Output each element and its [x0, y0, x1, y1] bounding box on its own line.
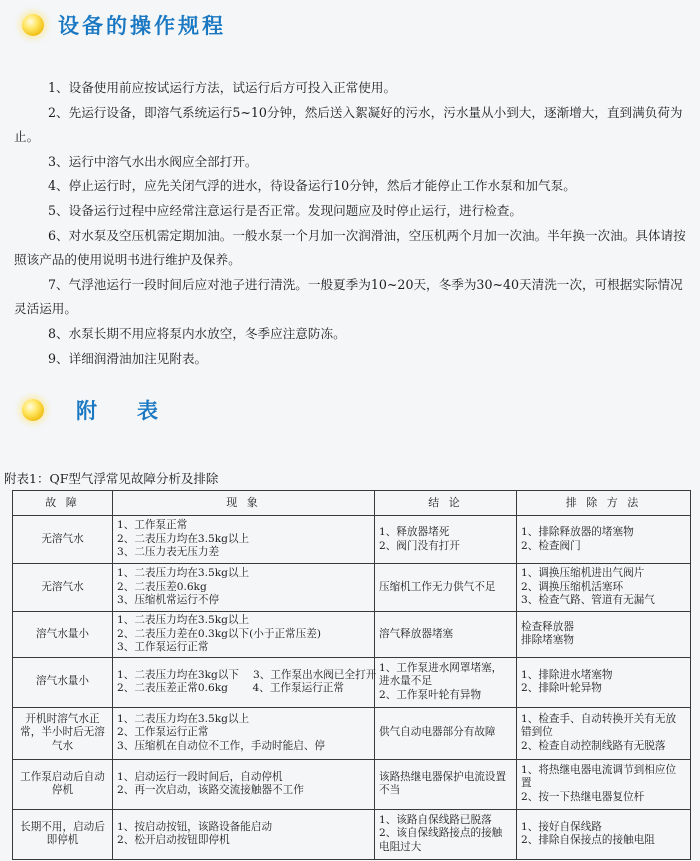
- remedy-line: 2、调换压缩机活塞环: [521, 580, 624, 593]
- symptom-line: 1、二表压力均在3kg以下 3、工作泵出水阀已全打开: [117, 668, 377, 681]
- header-conclusion: 结 论: [375, 491, 517, 516]
- symptom-cell: [113, 759, 375, 809]
- symptom-line: 1、工作泵正常: [117, 519, 188, 532]
- table-row: [13, 516, 691, 564]
- symptom-line: 2、二表压力均在3.5kg以上: [117, 532, 250, 545]
- fault-cell: 无溶气水: [13, 564, 113, 612]
- table-row: [13, 657, 691, 707]
- conclusion-line: 2、该自保线路接点的接触电阻过大: [379, 827, 503, 853]
- section-title: 设备的操作规程: [58, 14, 226, 38]
- symptom-cell: [113, 809, 375, 859]
- symptom-cell: [113, 707, 375, 759]
- remedy-line: 2、检查阀门: [521, 539, 581, 552]
- symptom-cell: [113, 657, 375, 707]
- conclusion-line: 1、工作泵进水网罩堵塞，进水量不足: [379, 661, 503, 688]
- symptom-line: 1、按启动按钮，该路设备能启动: [117, 820, 273, 833]
- remedy-line: 1、调换压缩机进出气阀片: [521, 567, 645, 580]
- conclusion-cell: [375, 707, 517, 759]
- remedy-line: 2、按一下热继电器复位杆: [521, 790, 645, 803]
- fault-cell: 溶气水量小: [13, 657, 113, 707]
- conclusion-line: 1、该路自保线路已脱落: [379, 813, 492, 826]
- section-title: 附表: [76, 399, 198, 423]
- step-item: 1、设备使用前应按试运行方法，试运行后方可投入正常使用。: [48, 80, 397, 95]
- step-item: 3、运行中溶气水出水阀应全部打开。: [48, 153, 258, 169]
- conclusion-line: 2、阀门没有打开: [379, 539, 460, 552]
- table-caption: 附表1：QF型气浮常见故障分析及排除: [4, 471, 219, 486]
- header-symptom: 现 象: [113, 491, 375, 516]
- remedy-cell: [517, 759, 691, 809]
- conclusion-line: 供气自动电器部分有故障: [379, 726, 496, 739]
- step-item: 4、停止运行时，应先关闭气浮的进水，待设备运行10分钟，然后才能停止工作水泵和加气泵。: [48, 178, 576, 194]
- remedy-line: 检查释放器: [521, 620, 574, 633]
- step-item: 5、设备运行过程中应经常注意运行是否正常。发现问题应及时停止运行，进行检查。: [48, 202, 522, 218]
- remedy-line: 1、排除进水堵塞物: [521, 668, 613, 681]
- symptom-line: 2、再一次启动，该路交流接触器不工作: [117, 784, 304, 796]
- conclusion-cell: [375, 657, 517, 707]
- symptom-line: 3、工作泵运行正常: [117, 641, 209, 653]
- symptom-line: 3、压缩机常运行不停: [117, 594, 220, 607]
- step-item: 7、气浮池运行一段时间后应对池子进行清洗。一般夏季为10~20天，冬季为30~40天清洗一次，可根据实际情况灵活运用。: [14, 276, 683, 317]
- fault-cell: 溶气水量小: [13, 612, 113, 658]
- symptom-cell: [113, 564, 375, 612]
- conclusion-cell: [375, 809, 517, 859]
- remedy-line: 排除堵塞物: [521, 634, 574, 647]
- section-header-appendix: [22, 393, 198, 427]
- conclusion-cell: [375, 516, 517, 564]
- remedy-line: 1、检查手、自动转换开关有无放错到位: [521, 712, 677, 739]
- step-item: 2、先运行设备，即溶气系统运行5~10分钟，然后送入絮凝好的污水，污水量从小到大，逐渐增大，直到满负荷为止。: [14, 104, 683, 145]
- symptom-line: 3、压缩机在自动位不工作，手动时能启、停: [117, 739, 326, 752]
- conclusion-cell: [375, 759, 517, 809]
- fault-cell: 工作泵启动后自动停机: [13, 759, 113, 809]
- conclusion-cell: [375, 564, 517, 612]
- remedy-cell: [517, 707, 691, 759]
- symptom-line: 1、二表压力均在3.5kg以上: [117, 712, 250, 725]
- symptom-line: 2、二表压力差在0.3kg以下(小于正常压差): [117, 627, 321, 640]
- section-header-operation: [22, 8, 226, 42]
- fault-cell: 开机时溶气水正常，半小时后无溶气水: [13, 707, 113, 759]
- symptom-cell: [113, 516, 375, 564]
- table-header-row: [13, 491, 691, 516]
- remedy-line: 1、将热继电器电流调节到相应位置: [521, 763, 677, 790]
- symptom-line: 1、二表压力均在3.5kg以上: [117, 614, 250, 626]
- conclusion-line: 溶气释放器堵塞: [379, 627, 454, 640]
- remedy-cell: [517, 809, 691, 859]
- symptom-line: 2、二表压差正常0.6kg 4、工作泵运行正常: [117, 682, 344, 694]
- conclusion-line: 2、工作泵叶轮有异物: [379, 688, 482, 701]
- fault-cell: 长期不用，启动后即停机: [13, 809, 113, 859]
- symptom-line: 2、工作泵运行正常: [117, 726, 209, 739]
- bullet-ball-icon: [22, 399, 44, 421]
- remedy-cell: [517, 516, 691, 564]
- symptom-line: 2、松开启动按钮即停机: [117, 834, 230, 846]
- step-item: 8、水泵长期不用应将泵内水放空，冬季应注意防冻。: [48, 325, 346, 341]
- symptom-line: 1、二表压力均在3.5kg以上: [117, 567, 250, 580]
- header-fault: 故 障: [13, 491, 113, 516]
- remedy-line: 1、排除释放器的堵塞物: [521, 526, 634, 538]
- step-item: 9、详细润滑油加注见附表。: [48, 350, 208, 366]
- table-row: [13, 564, 691, 612]
- remedy-line: 3、检查气路、管道有无漏气: [521, 594, 655, 607]
- fault-cell: 无溶气水: [13, 516, 113, 564]
- remedy-cell: [517, 657, 691, 707]
- symptom-line: 3、二压力表无压力差: [117, 546, 220, 559]
- remedy-line: 2、排除自保接点的接触电阻: [521, 834, 655, 846]
- conclusion-line: 压缩机工作无力供气不足: [379, 580, 496, 593]
- conclusion-line: 该路热继电器保护电流设置不当: [379, 770, 507, 796]
- symptom-line: 1、启动运行一段时间后，自动停机: [117, 770, 283, 783]
- remedy-line: 1、接好自保线路: [521, 820, 602, 833]
- table-row: [13, 809, 691, 859]
- conclusion-cell: [375, 612, 517, 658]
- conclusion-line: 1、释放器堵死: [379, 526, 450, 538]
- bullet-ball-icon: [22, 14, 44, 36]
- step-item: 6、对水泵及空压机需定期加油。一般水泵一个月加一次润滑油，空压机两个月加一次油。半年换一次油。具体请按照该产品的使用说明书进行维护及保养。: [14, 227, 686, 268]
- fault-table: [12, 490, 691, 860]
- table-row: [13, 759, 691, 809]
- remedy-cell: [517, 612, 691, 658]
- symptom-cell: [113, 612, 375, 658]
- remedy-line: 2、排除叶轮异物: [521, 682, 602, 694]
- remedy-cell: [517, 564, 691, 612]
- table-row: [13, 707, 691, 759]
- header-remedy: 排 除 方 法: [517, 491, 691, 516]
- table-row: [13, 612, 691, 658]
- operation-steps: [14, 76, 690, 371]
- symptom-line: 2、二表压差0.6kg: [117, 580, 207, 593]
- remedy-line: 2、检查自动控制线路有无脱落: [521, 739, 666, 752]
